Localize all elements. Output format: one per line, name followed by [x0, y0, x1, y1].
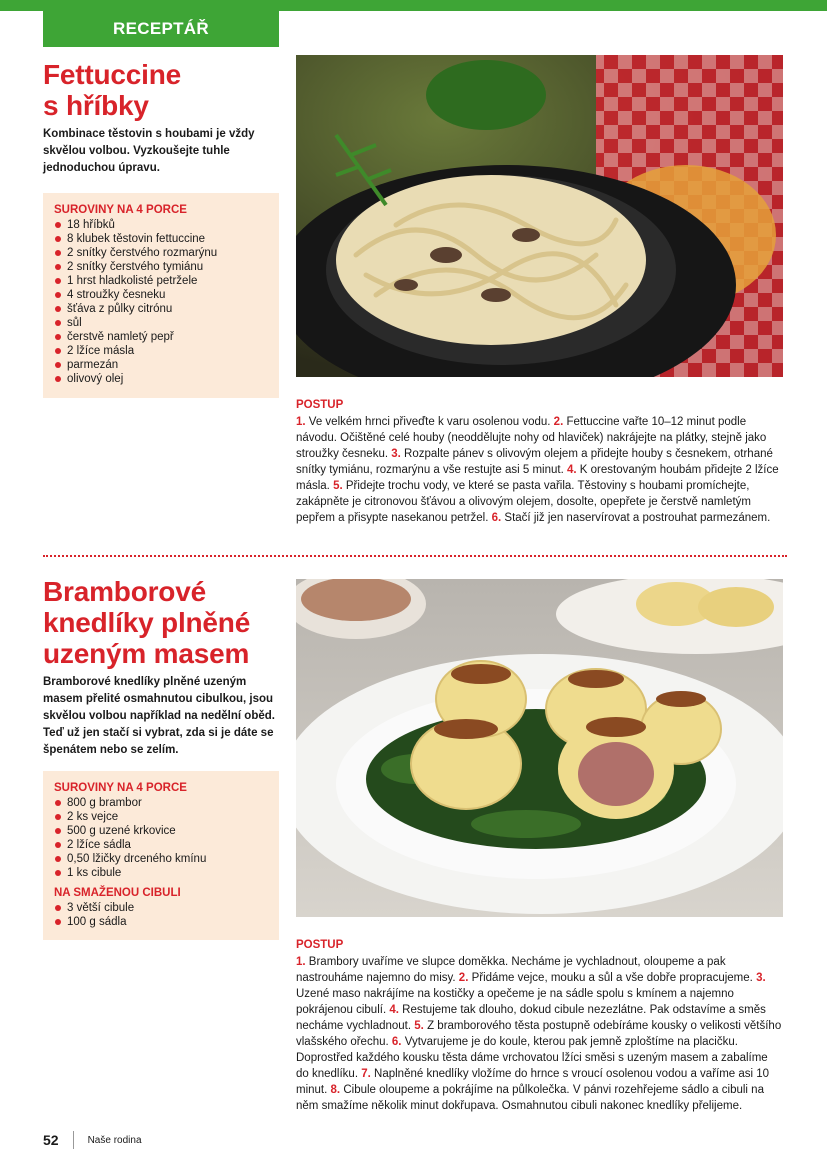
step-number: 8. — [330, 1084, 341, 1096]
step-text: Vytvarujeme je do koule, kterou pak jemně zploštíme na placičku. Doprostřed každého kousku těsta dáme vrchovatou lžíci směsi s uzeným masem a zabalíme do knedlíku. — [296, 1036, 768, 1080]
method-text — [296, 414, 783, 526]
ingredient-item: 2 ks vejce — [54, 810, 269, 824]
step-text: Stačí již jen naservírovat a postrouhat parmezánem. — [504, 512, 771, 524]
step-number: 5. — [414, 1020, 424, 1032]
ingredient-item: 1 ks cibule — [54, 866, 269, 880]
ingredients-list — [54, 218, 269, 386]
dumplings-photo-illustration — [296, 579, 783, 917]
step-number: 4. — [567, 464, 577, 476]
ingredient-item: 2 lžíce másla — [54, 344, 269, 358]
page-footer — [43, 1130, 142, 1150]
ingredient-item: 1 hrst hladkolisté petržele — [54, 274, 269, 288]
step-text: Ve velkém hrnci přiveďte k varu osolenou vodu. — [308, 416, 551, 428]
ingredient-item: 2 lžíce sádla — [54, 838, 269, 852]
ingredients-heading: SUROVINY NA 4 PORCE — [54, 204, 187, 216]
recipe-2-ingredients-box — [43, 771, 279, 940]
ingredient-item: 500 g uzené krkovice — [54, 824, 269, 838]
recipe-2-intro: Bramborové knedlíky plněné uzeným masem přelité osmahnutou cibulkou, jsou skvělou volbou například na nedělní oběd. Teď už jen stačí si vybrat, zda si je dáte se špenátem nebo se zelím. — [43, 676, 275, 756]
step-number: 1. — [296, 956, 306, 968]
ingredient-item: čerstvě namletý pepř — [54, 330, 269, 344]
recipe-2-method — [296, 938, 783, 1114]
recipe-divider — [43, 555, 787, 557]
recipe-1-title-line: s hříbky — [43, 90, 149, 121]
page-number: 52 — [43, 1132, 59, 1148]
ingredients-list — [54, 796, 269, 880]
ingredient-item: 18 hříbků — [54, 218, 269, 232]
recipe-2-title — [43, 576, 250, 669]
step-text: Cibule oloupeme a pokrájíme na půlkolečka. V pánvi rozehřejeme sádlo a cibuli na něm smažíme několik minut dokřupava. Osmahnutou cibuli nakonec knedlíky přelijeme. — [296, 1084, 764, 1112]
ingredient-item: 0,50 lžičky drceného kmínu — [54, 852, 269, 866]
step-number: 5. — [333, 480, 343, 492]
ingredient-item: 800 g brambor — [54, 796, 269, 810]
ingredient-item: 8 klubek těstovin fettuccine — [54, 232, 269, 246]
ingredient-item: 100 g sádla — [54, 915, 269, 929]
ingredient-item: sůl — [54, 316, 269, 330]
step-number: 2. — [553, 416, 564, 428]
step-number: 3. — [756, 972, 766, 984]
recipe-1-title — [43, 59, 181, 121]
magazine-name: Naše rodina — [87, 1134, 142, 1146]
step-number: 3. — [391, 448, 401, 460]
section-label: RECEPTÁŘ — [43, 10, 279, 47]
method-heading: POSTUP — [296, 399, 344, 411]
recipe-1-method — [296, 398, 783, 526]
recipe-1-title-line: Fettuccine — [43, 59, 182, 90]
recipe-2-title-line: Bramborové — [43, 576, 206, 607]
step-number: 6. — [491, 512, 502, 524]
ingredient-item: parmezán — [54, 358, 269, 372]
ingredient-item: 4 stroužky česneku — [54, 288, 269, 302]
step-number: 6. — [391, 1036, 402, 1048]
step-number: 7. — [361, 1068, 371, 1080]
step-number: 2. — [458, 972, 469, 984]
step-text: Z bramborového těsta postupně odebíráme kousky o velikosti většího vlašského ořechu. — [296, 1020, 782, 1048]
step-text: Brambory uvaříme ve slupce doměkka. Necháme je vychladnout, oloupeme a pak nastrouháme najemno do misy. — [296, 956, 726, 984]
recipe-1-photo — [296, 55, 783, 377]
recipe-1-intro: Kombinace těstovin s houbami je vždy skvělou volbou. Vyzkoušejte tuhle jednoduchou úpravu. — [43, 128, 255, 174]
ingredients-heading: SUROVINY NA 4 PORCE — [54, 782, 187, 794]
step-text: Přidejte trochu vody, ve které se pasta vařila. Těstoviny s houbami promíchejte, zakápněte je citronovou šťávou a olivovým olejem, dosolte, opepřete je čerstvě namletým pepřem a přisypte nasekanou petržel. — [296, 480, 751, 524]
step-number: 4. — [389, 1004, 399, 1016]
footer-separator — [73, 1131, 74, 1149]
ingredient-item: 3 větší cibule — [54, 901, 269, 915]
ingredient-item: 2 snítky čerstvého rozmarýnu — [54, 246, 269, 260]
step-text: Přidáme vejce, mouku a sůl a vše dobře propracujeme. — [471, 972, 753, 984]
step-number: 1. — [296, 416, 306, 428]
recipe-2-title-line: uzeným masem — [43, 638, 250, 669]
pasta-photo-illustration — [296, 55, 783, 377]
method-text — [296, 954, 783, 1114]
ingredient-item: šťáva z půlky citrónu — [54, 302, 269, 316]
step-text: Rozpalte pánev s olivovým olejem a přidejte houby s česnekem, otrhané snítky tymiánu, rozmarýnu a vše restujte asi 5 minut. — [296, 448, 773, 476]
recipe-1-ingredients-box — [43, 193, 279, 398]
step-text: Fettuccine vařte 10–12 minut podle návodu. Očištěné celé houby (neoddělujte nohy od hlaviček) nakrájejte na plátky, stejně jako stroužky česneku. — [296, 416, 767, 460]
method-heading: POSTUP — [296, 939, 344, 951]
step-text: Naplněné knedlíky vložíme do hrnce s vroucí osolenou vodou a vaříme asi 10 minut. — [296, 1068, 770, 1096]
step-text: K orestovaným houbám přidejte 2 lžíce másla. — [296, 464, 779, 492]
step-text: Restujeme tak dlouho, dokud cibule nezezlátne. Pak odstavíme a směs necháme vychladnout. — [296, 1004, 766, 1032]
ingredient-item: olivový olej — [54, 372, 269, 386]
recipe-2-photo — [296, 579, 783, 917]
ingredients-subheading: NA SMAŽENOU CIBULI — [54, 887, 181, 899]
ingredients-list — [54, 901, 269, 929]
recipe-2-title-line: knedlíky plněné — [43, 607, 251, 638]
step-text: Uzené maso nakrájíme na kostičky a opečeme je na sádle spolu s kmínem a najemno pokrájenou cibulí. — [296, 988, 734, 1016]
ingredient-item: 2 snítky čerstvého tymiánu — [54, 260, 269, 274]
